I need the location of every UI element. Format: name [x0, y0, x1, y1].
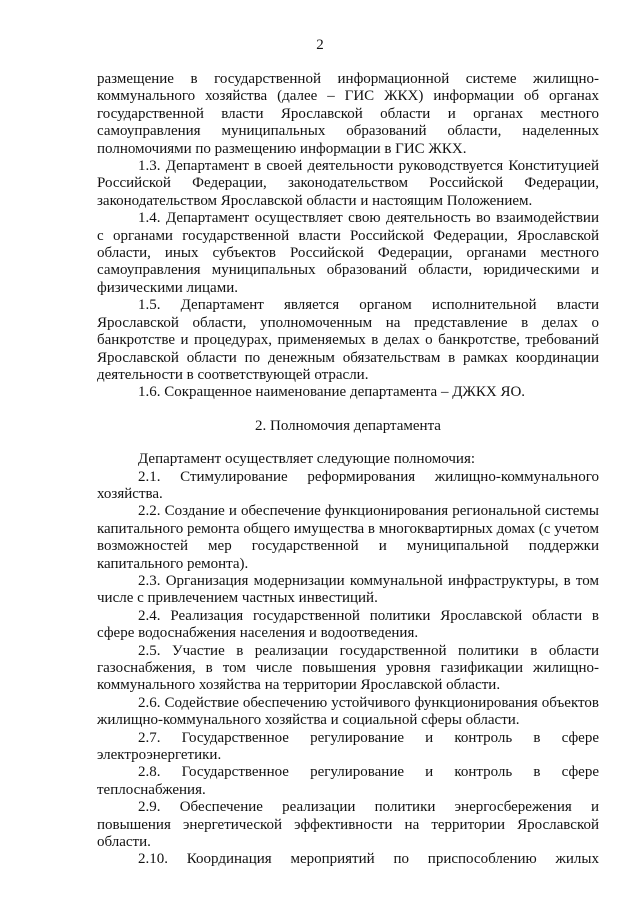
document-body	[97, 71, 599, 869]
item-2-4: 2.4. Реализация государственной политики Ярославской области в сфере водоснабжения населения и водоотведения.	[97, 607, 599, 642]
item-2-10: 2.10. Координация мероприятий по приспособлению жилых	[138, 851, 599, 868]
spacer	[97, 435, 599, 451]
paragraph-continuation: размещение в государственной информационной системе жилищно-коммунального хозяйства (далее – ГИС ЖКХ) информации об органах государственной власти Ярославской области и органах местного самоуправления муниципальных образований области, наделенных полномочиями по размещению информации в ГИС ЖКХ.	[97, 71, 599, 157]
paragraph-1-6: 1.6. Сокращенное наименование департамента – ДЖКХ ЯО.	[138, 384, 526, 401]
section-heading: 2. Полномочия департамента	[255, 417, 441, 434]
item-2-5: 2.5. Участие в реализации государственной политики в области газоснабжения, в том числе повышения уровня газификации жилищно-коммунального хозяйства на территории Ярославской области.	[97, 642, 599, 694]
paragraph-1-5: 1.5. Департамент является органом исполнительной власти Ярославской области, уполномоченным на представление в делах о банкротстве и процедурах, применяемых в делах о банкротстве, требований Ярославской области по денежным обязательствам в рамках координации деятельности в соответствующей отрасли.	[97, 297, 599, 383]
item-2-9: 2.9. Обеспечение реализации политики энергосбережения и повышения энергетической эффективности на территории Ярославской области.	[97, 799, 599, 851]
item-2-6: 2.6. Содействие обеспечению устойчивого функционирования объектов жилищно-коммунального хозяйства и социальной сферы области.	[97, 694, 599, 729]
spacer	[97, 402, 599, 418]
item-2-3: 2.3. Организация модернизации коммунальной инфраструктуры, в том числе с привлечением частных инвестиций.	[97, 572, 599, 607]
section-intro: Департамент осуществляет следующие полномочия:	[138, 451, 476, 468]
page-number: 2	[316, 37, 324, 53]
item-2-7: 2.7. Государственное регулирование и контроль в сфере электроэнергетики.	[97, 729, 599, 764]
item-2-1: 2.1. Стимулирование реформирования жилищно-коммунального хозяйства.	[97, 468, 599, 502]
item-2-2: 2.2. Создание и обеспечение функционирования региональной системы капитального ремонта общего имущества в многоквартирных домах (с учетом возможностей мер государственной и муниципальной поддержки капитального ремонта).	[97, 503, 599, 572]
item-2-8: 2.8. Государственное регулирование и контроль в сфере теплоснабжения.	[97, 764, 599, 798]
paragraph-1-3: 1.3. Департамент в своей деятельности руководствуется Конституцией Российской Федерации, законодательством Российской Федерации, законодательством Ярославской области и настоящим Положением.	[97, 158, 599, 209]
paragraph-1-4: 1.4. Департамент осуществляет свою деятельность во взаимодействии с органами государственной власти Российской Федерации, Ярославской области, иных субъектов Российской Федерации, органами местного самоуправления муниципальных образований области, юридическими и физическими лицами.	[97, 210, 599, 296]
